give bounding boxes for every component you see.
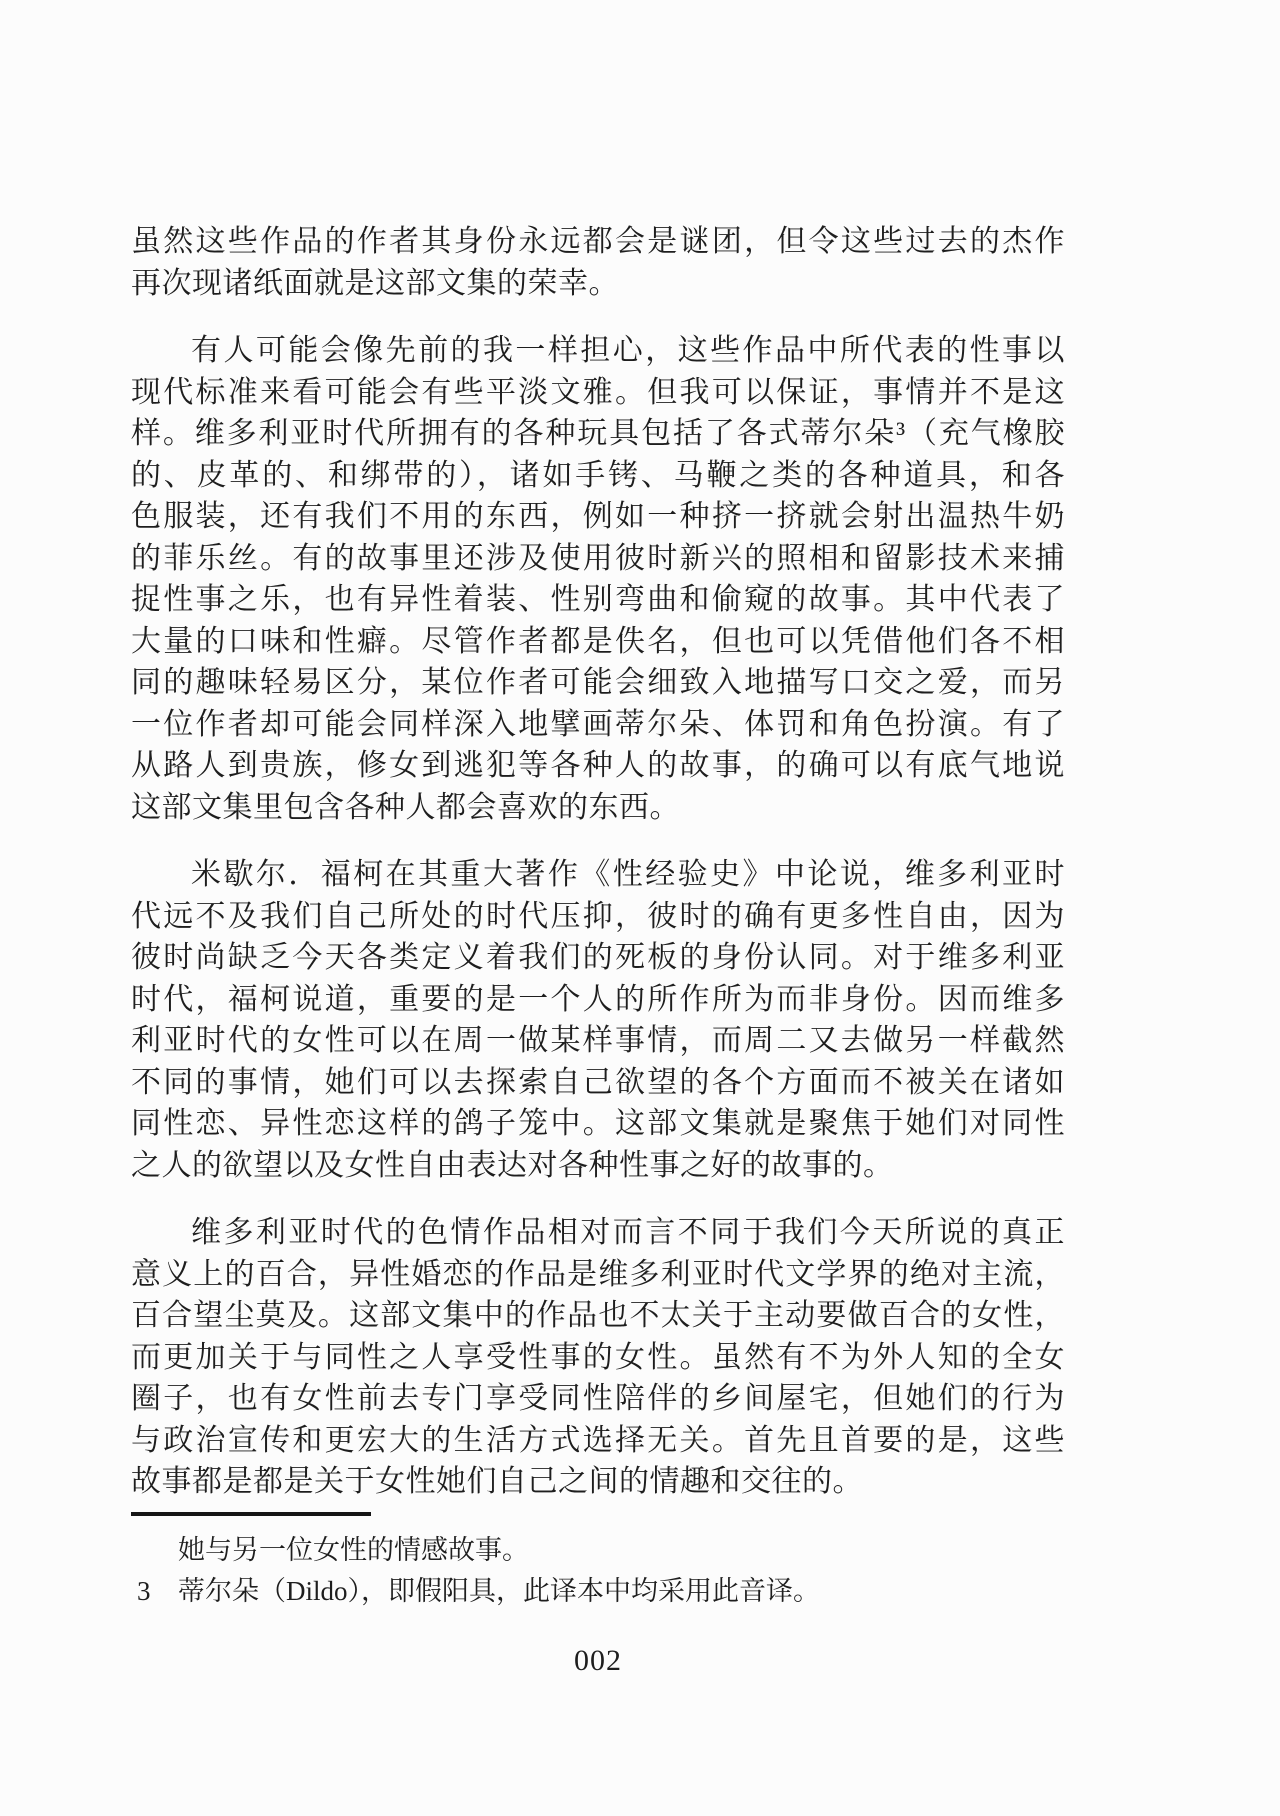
body-line: 虽然这些作品的作者其身份永远都会是谜团，但令这些过去的杰作	[131, 225, 1065, 258]
body-line: 不同的事情，她们可以去探索自己欲望的各个方面而不被关在诸如	[131, 1065, 1065, 1099]
body-line: 利亚时代的女性可以在周一做某样事情，而周二又去做另一样截然	[131, 1024, 1065, 1057]
text-column	[131, 221, 1065, 1678]
body-line: 这部文集里包含各种人都会喜欢的东西。	[131, 790, 680, 824]
page-number: 002	[574, 1643, 622, 1677]
paragraph	[131, 221, 1065, 304]
body-line: 维多利亚时代的色情作品相对而言不同于我们今天所说的真正	[191, 1216, 1065, 1249]
footnote-separator	[131, 1512, 371, 1516]
body-line: 彼时尚缺乏今天各类定义着我们的死板的身份认同。对于维多利亚	[131, 941, 1065, 974]
footnote-item	[131, 1571, 1065, 1612]
body-line: 色服装，还有我们不用的东西，例如一种挤一挤就会射出温热牛奶	[131, 500, 1065, 533]
body-line: 代远不及我们自己所处的时代压抑，彼时的确有更多性自由，因为	[131, 899, 1065, 933]
body-line: 从路人到贵族，修女到逃犯等各种人的故事，的确可以有底气地说	[131, 749, 1065, 782]
body-text	[131, 221, 1065, 1503]
body-line: 之人的欲望以及女性自由表达对各种性事之好的故事的。	[131, 1148, 894, 1182]
body-line: 现代标准来看可能会有些平淡文雅。但我可以保证，事情并不是这	[131, 375, 1065, 409]
body-line: 而更加关于与同性之人享受性事的女性。虽然有不为外人知的全女	[131, 1340, 1065, 1374]
footnotes-section	[131, 1530, 1065, 1612]
body-line: 再次现诸纸面就是这部文集的荣幸。	[131, 266, 619, 300]
footnote-text: 蒂尔朵（Dildo），即假阳具，此译本中均采用此音译。	[178, 1575, 821, 1606]
footnote-number: 3	[137, 1575, 151, 1606]
body-line: 一位作者却可能会同样深入地擘画蒂尔朵、体罚和角色扮演。有了	[131, 707, 1065, 741]
body-line: 样。维多利亚时代所拥有的各种玩具包括了各式蒂尔朵³（充气橡胶	[131, 417, 1065, 450]
body-line: 的菲乐丝。有的故事里还涉及使用彼时新兴的照相和留影技术来捕	[131, 541, 1065, 575]
paragraph	[131, 330, 1065, 828]
body-line: 捉性事之乐，也有异性着装、性别弯曲和偷窥的故事。其中代表了	[131, 583, 1065, 616]
body-line: 有人可能会像先前的我一样担心，这些作品中所代表的性事以	[191, 334, 1065, 367]
paragraph	[131, 1212, 1065, 1503]
paragraph	[131, 854, 1065, 1186]
body-line: 意义上的百合，异性婚恋的作品是维多利亚时代文学界的绝对主流，	[131, 1257, 1065, 1291]
body-line: 同的趣味轻易区分，某位作者可能会细致入地描写口交之爱，而另	[131, 666, 1065, 699]
body-line: 百合望尘莫及。这部文集中的作品也不太关于主动要做百合的女性，	[131, 1299, 1065, 1332]
body-line: 时代，福柯说道，重要的是一个人的所作所为而非身份。因而维多	[131, 982, 1065, 1016]
body-line: 的、皮革的、和绑带的），诸如手铐、马鞭之类的各种道具，和各	[131, 458, 1065, 492]
body-line: 故事都是都是关于女性她们自己之间的情趣和交往的。	[131, 1465, 863, 1498]
body-line: 米歇尔．福柯在其重大著作《性经验史》中论说，维多利亚时	[191, 858, 1065, 891]
footnote-continuation-text: 她与另一位女性的情感故事。	[178, 1534, 529, 1565]
body-line: 与政治宣传和更宏大的生活方式选择无关。首先且首要的是，这些	[131, 1423, 1065, 1457]
body-line: 大量的口味和性癖。尽管作者都是佚名，但也可以凭借他们各不相	[131, 624, 1065, 658]
body-line: 同性恋、异性恋这样的鸽子笼中。这部文集就是聚焦于她们对同性	[131, 1107, 1065, 1140]
footnote-continuation	[131, 1530, 1065, 1571]
body-line: 圈子，也有女性前去专门享受同性陪伴的乡间屋宅，但她们的行为	[131, 1382, 1065, 1415]
